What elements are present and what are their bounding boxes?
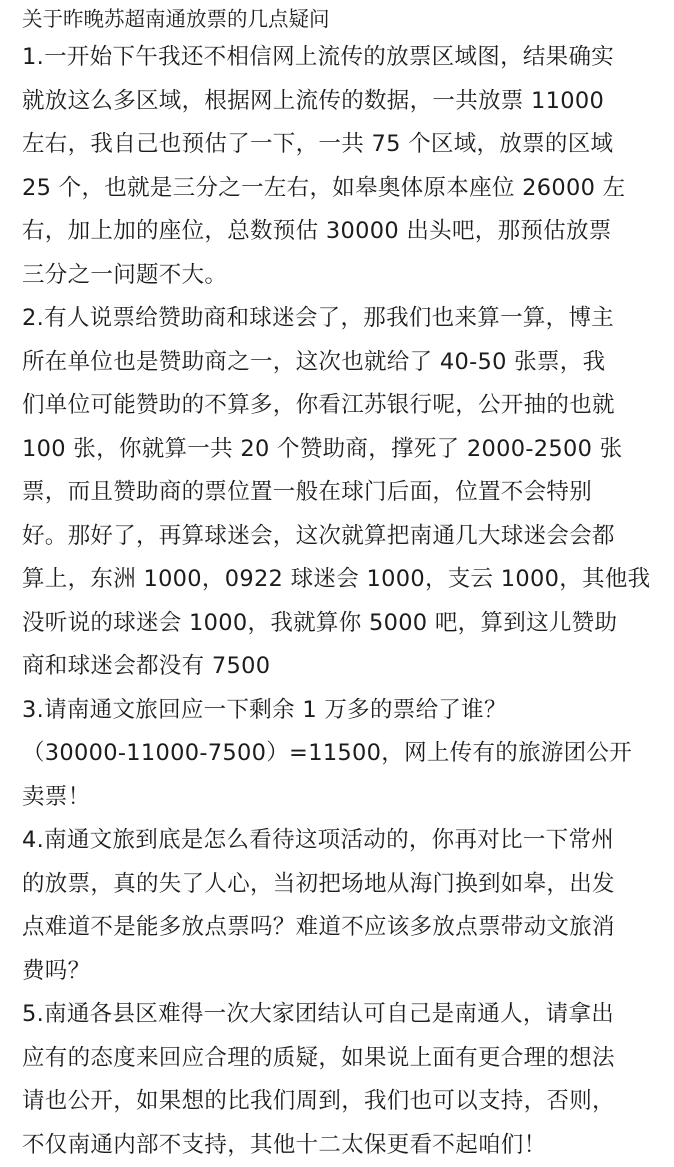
text-line: 25 个，也就是三分之一左右，如皋奥体原本座位 26000 左	[22, 167, 652, 211]
document-title: 关于昨晚苏超南通放票的几点疑问	[22, 2, 652, 36]
text-line: 右，加上加的座位，总数预估 30000 出头吧，那预估放票	[22, 210, 652, 254]
text-line: 们单位可能赞助的不算多，你看江苏银行呢，公开抽的也就	[22, 384, 652, 428]
text-line: 费吗？	[22, 950, 652, 994]
text-line: 商和球迷会都没有 7500	[22, 645, 652, 689]
text-line: 就放这么多区域，根据网上流传的数据，一共放票 11000	[22, 80, 652, 124]
text-line: 左右，我自己也预估了一下，一共 75 个区域，放票的区域	[22, 123, 652, 167]
text-line: 不仅南通内部不支持，其他十二太保更看不起咱们！	[22, 1124, 652, 1167]
text-line: 应有的态度来回应合理的质疑，如果说上面有更合理的想法	[22, 1037, 652, 1081]
text-line: 3.请南通文旅回应一下剩余 1 万多的票给了谁？	[22, 689, 652, 733]
text-line: 卖票！	[22, 776, 652, 820]
text-line: 好。那好了，再算球迷会，这次就算把南通几大球迷会会都	[22, 515, 652, 559]
text-line: 100 张，你就算一共 20 个赞助商，撑死了 2000-2500 张	[22, 428, 652, 472]
document-body	[22, 36, 652, 1167]
text-line: （30000-11000-7500）=11500，网上传有的旅游团公开	[22, 732, 652, 776]
text-line: 所在单位也是赞助商之一，这次也就给了 40-50 张票，我	[22, 341, 652, 385]
text-line: 算上，东洲 1000，0922 球迷会 1000，支云 1000，其他我	[22, 558, 652, 602]
text-line: 点难道不是能多放点票吗？难道不应该多放点票带动文旅消	[22, 906, 652, 950]
text-line: 5.南通各县区难得一次大家团结认可自己是南通人，请拿出	[22, 993, 652, 1037]
text-line: 1.一开始下午我还不相信网上流传的放票区域图，结果确实	[22, 36, 652, 80]
text-line: 请也公开，如果想的比我们周到，我们也可以支持，否则，	[22, 1080, 652, 1124]
text-line: 没听说的球迷会 1000，我就算你 5000 吧，算到这儿赞助	[22, 602, 652, 646]
text-line: 的放票，真的失了人心，当初把场地从海门换到如皋，出发	[22, 863, 652, 907]
text-line: 票，而且赞助商的票位置一般在球门后面，位置不会特别	[22, 471, 652, 515]
text-line: 三分之一问题不大。	[22, 254, 652, 298]
text-line: 2.有人说票给赞助商和球迷会了，那我们也来算一算，博主	[22, 297, 652, 341]
text-line: 4.南通文旅到底是怎么看待这项活动的，你再对比一下常州	[22, 819, 652, 863]
